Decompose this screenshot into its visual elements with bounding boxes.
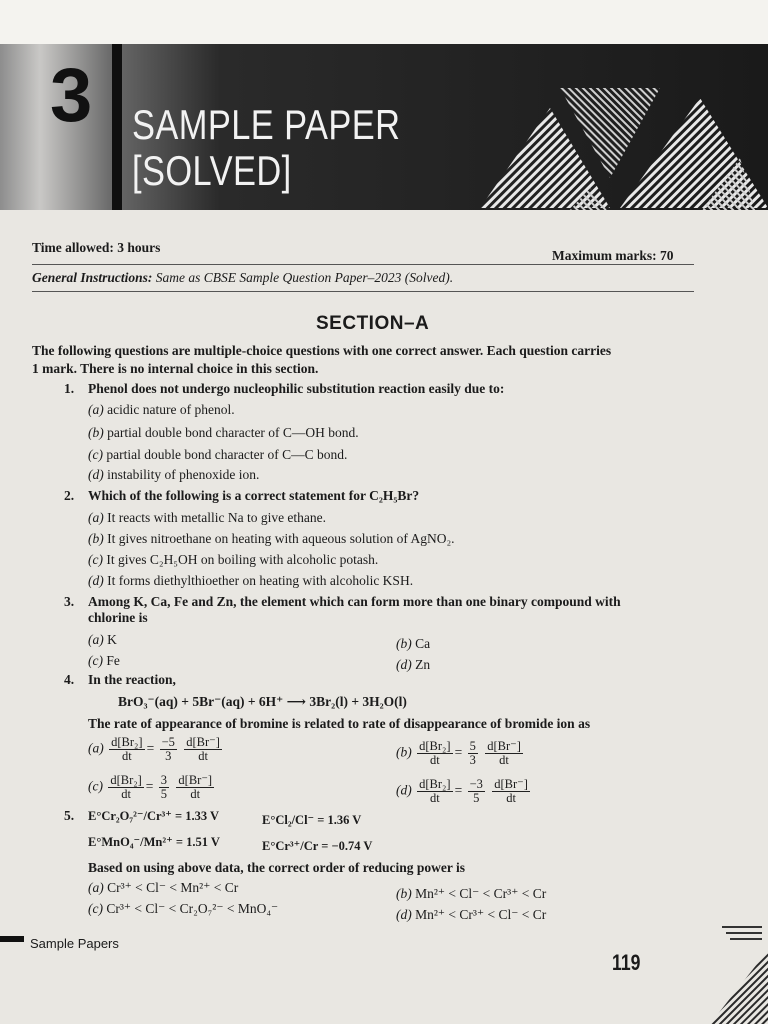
fraction <box>159 774 169 801</box>
option <box>88 573 413 589</box>
option <box>88 653 120 669</box>
fraction-denominator: dt <box>121 787 131 802</box>
fraction-denominator: 5 <box>473 791 480 806</box>
fraction-numerator: d[Br₂] <box>419 777 451 791</box>
triangle-pattern-decoration <box>440 88 768 210</box>
option-text: Cr³⁺ < Cl⁻ < Cr₂O₇²⁻ < MnO₄⁻ <box>106 901 279 916</box>
option-label: (a) <box>88 740 104 756</box>
option-label: (d) <box>396 657 412 672</box>
chapter-title <box>132 101 401 194</box>
fraction-denominator: dt <box>499 753 509 768</box>
rate-option: (b) $\frac{\text{d[Br₂]}}{dt}$ = $\frac{5}{3}$ $\frac{d[Br^-]}{dt}$ <box>396 739 521 768</box>
option-label: (a) <box>88 510 104 525</box>
rate-option: (a) $\frac{\text{d[Br₂]}}{dt}$ = $\frac{-5}{3}$ $\frac{d[Br^-]}{dt}$ <box>88 735 220 764</box>
fraction <box>468 778 485 805</box>
fraction <box>485 740 523 767</box>
option-text: partial double bond character of C—OH bond. <box>107 425 359 440</box>
question-text: Which of the following is a correct statement for C₂H₅Br? <box>88 488 420 503</box>
divider-top <box>32 264 694 265</box>
option <box>88 632 117 648</box>
fraction-denominator: dt <box>506 791 516 806</box>
option-text: Zn <box>415 657 431 672</box>
option-label: (d) <box>88 467 104 482</box>
option <box>88 531 455 547</box>
fraction <box>184 736 222 763</box>
option-text: Ca <box>415 636 431 651</box>
question-text: Based on using above data, the correct order of reducing power is <box>88 860 465 875</box>
fraction-denominator: dt <box>190 787 201 802</box>
option-label: (d) <box>396 782 412 798</box>
fraction-denominator: dt <box>121 749 132 764</box>
option-label: (a) <box>88 632 104 647</box>
fraction-numerator: 5 <box>469 739 476 753</box>
option-label: (c) <box>88 447 103 462</box>
option <box>88 510 326 526</box>
option-text: Mn²⁺ < Cl⁻ < Cr³⁺ < Cr <box>415 886 547 901</box>
option-text: It reacts with metallic Na to give ethane. <box>107 510 327 525</box>
reaction-equation: BrO₃⁻(aq) + 5Br⁻(aq) + 6H⁺ ⟶ 3Br₂(l) + 3H₂O(l) <box>118 694 407 709</box>
option-label: (b) <box>396 744 412 760</box>
option-label: (b) <box>396 636 412 651</box>
question-statement: The rate of appearance of bromine is related to rate of disappearance of bromide ion as <box>88 716 591 731</box>
fraction <box>160 736 177 763</box>
question-number: 5. <box>64 808 75 823</box>
option-text: It gives nitroethane on heating with aqueous solution of AgNO₂. <box>107 531 455 546</box>
option-label: (c) <box>88 778 103 794</box>
option-label: (b) <box>396 886 412 901</box>
question-text: Phenol does not undergo nucleophilic substitution reaction easily due to: <box>88 381 505 396</box>
fraction <box>492 778 530 805</box>
option <box>396 657 430 673</box>
option <box>88 425 359 441</box>
question-number: 2. <box>64 488 75 503</box>
fraction <box>468 740 478 767</box>
question-number: 1. <box>64 381 75 396</box>
fraction-denominator: dt <box>429 791 440 806</box>
option-text: Mn²⁺ < Cr³⁺ < Cl⁻ < Cr <box>415 907 547 922</box>
instructions-label: General Instructions: <box>32 270 153 285</box>
option-label: (c) <box>88 552 103 567</box>
section-intro-line2: 1 mark. There is no internal choice in this section. <box>32 361 319 376</box>
rate-option: (d) $\frac{\text{d[Br₂]}}{dt}$ = $\frac{-3}{5}$ $\frac{d[Br^-]}{dt}$ <box>396 777 528 806</box>
page-number: 119 <box>612 950 641 975</box>
option-text: K <box>107 632 117 647</box>
option-label: (b) <box>88 531 104 546</box>
fraction-numerator: d[Br⁻] <box>178 773 213 787</box>
electrode-potential: E°MnO₄⁻/Mn²⁺ = 1.51 V <box>88 835 220 849</box>
footer-bar <box>0 936 24 942</box>
option <box>396 907 546 923</box>
option <box>88 880 238 896</box>
fraction-numerator: d[Br₂] <box>419 739 451 753</box>
fraction-numerator: d[Br₂] <box>110 773 142 787</box>
fraction-numerator: d[Br⁻] <box>494 777 528 791</box>
instructions-text: Same as CBSE Sample Question Paper–2023 (Solved). <box>155 270 454 285</box>
fraction-numerator: d[Br⁻] <box>186 735 220 749</box>
option <box>88 901 278 917</box>
footer-label: Sample Papers <box>30 936 119 951</box>
fraction-denominator: 3 <box>469 753 476 768</box>
fraction-denominator: dt <box>198 749 208 764</box>
option-label: (c) <box>88 901 103 916</box>
option-text: acidic nature of phenol. <box>107 402 235 417</box>
electrode-potential: E°Cl₂/Cl⁻ = 1.36 V <box>262 813 362 827</box>
fraction-numerator: d[Br⁻] <box>487 739 521 753</box>
option-text: It gives C₂H₅OH on boiling with alcoholic potash. <box>106 552 379 567</box>
section-title: SECTION–A <box>316 313 430 334</box>
option-label: (c) <box>88 653 103 668</box>
fraction-denominator: 3 <box>165 749 172 764</box>
question-text: In the reaction, <box>88 672 176 687</box>
chapter-number: 3 <box>50 53 93 138</box>
question-number: 4. <box>64 672 75 687</box>
fraction-denominator: 5 <box>160 787 168 802</box>
option-text: Cr³⁺ < Cl⁻ < Mn²⁺ < Cr <box>107 880 239 895</box>
question-text-line1: Among K, Ca, Fe and Zn, the element which can form more than one binary compound with <box>88 594 621 609</box>
fraction-denominator: dt <box>429 753 440 768</box>
general-instructions <box>32 270 453 286</box>
option-label: (d) <box>396 907 412 922</box>
option <box>88 552 378 568</box>
option-text: It forms diethylthioether on heating with alcoholic KSH. <box>107 573 414 588</box>
fraction <box>109 736 144 763</box>
fraction <box>108 774 143 801</box>
fraction <box>176 774 214 801</box>
option-text: Fe <box>106 653 120 668</box>
electrode-potential: E°Cr₂O₇²⁻/Cr³⁺ = 1.33 V <box>88 809 220 823</box>
fraction <box>417 778 452 805</box>
option-text: instability of phenoxide ion. <box>107 467 260 482</box>
title-line-2: [SOLVED] <box>132 147 292 194</box>
electrode-potential: E°Cr³⁺/Cr = −0.74 V <box>262 839 373 853</box>
option <box>396 636 430 652</box>
fraction-numerator: −5 <box>161 735 175 749</box>
section-intro-line1: The following questions are multiple-choice questions with one correct answer. Each question carries <box>32 343 612 358</box>
fraction-numerator: d[Br₂] <box>111 735 143 749</box>
rate-option: (c) $\frac{\text{d[Br₂]}}{dt}$ = $\frac{3}{5}$ $\frac{d[Br^-]}{dt}$ <box>88 773 213 802</box>
banner-divider <box>112 44 122 210</box>
option <box>88 467 259 483</box>
option <box>88 447 347 463</box>
page-top-margin <box>0 0 768 44</box>
option-label: (d) <box>88 573 104 588</box>
option-label: (a) <box>88 880 104 895</box>
option-label: (a) <box>88 402 104 417</box>
divider-bottom <box>32 291 694 292</box>
fraction <box>417 740 452 767</box>
option <box>88 402 235 418</box>
corner-stripe-decoration <box>660 920 768 1024</box>
title-line-1: SAMPLE PAPER <box>132 101 401 148</box>
question-number: 3. <box>64 594 75 609</box>
option <box>396 886 546 902</box>
question-text-line2: chlorine is <box>88 610 148 625</box>
max-marks: Maximum marks: 70 <box>552 248 674 263</box>
fraction-numerator: −3 <box>469 777 483 791</box>
option-label: (b) <box>88 425 104 440</box>
option-text: partial double bond character of C—C bond. <box>106 447 348 462</box>
time-allowed: Time allowed: 3 hours <box>32 240 161 255</box>
fraction-numerator: 3 <box>160 773 168 787</box>
